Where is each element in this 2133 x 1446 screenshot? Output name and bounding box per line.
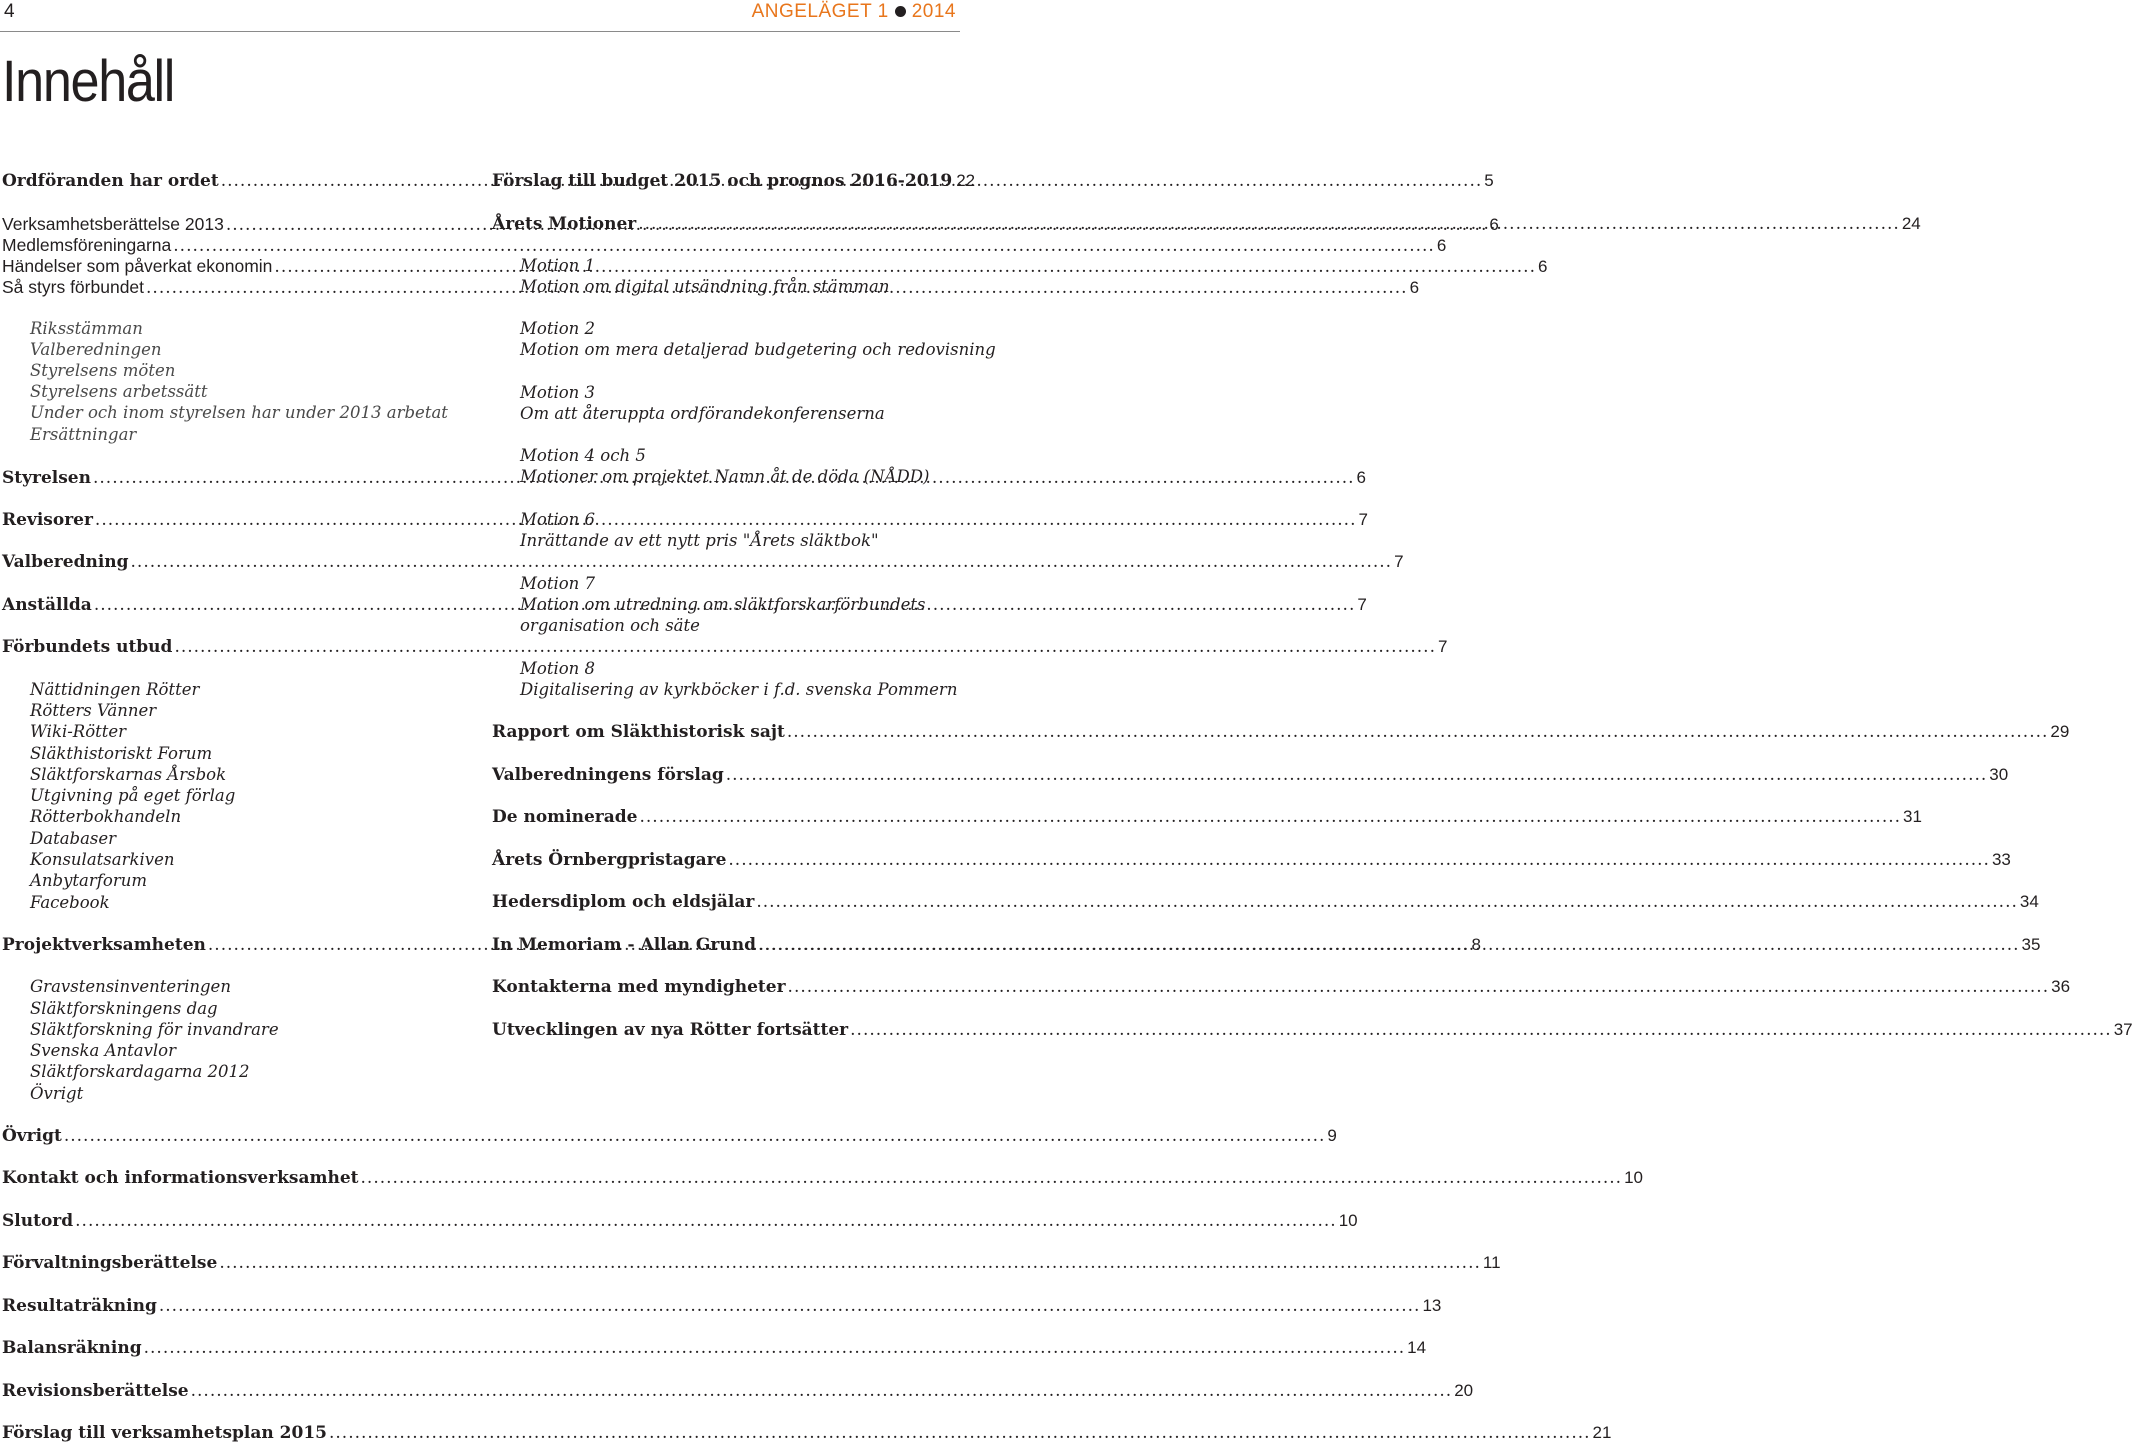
- toc-entry[interactable]: Slutord ..... 10: [2, 1210, 462, 1232]
- toc-subentry: Nättidningen Rötter: [30, 680, 200, 699]
- motion-number: Motion 1: [520, 256, 596, 275]
- toc-subentry: Utgivning på eget förlag: [30, 786, 236, 805]
- motion-title: Digitalisering av kyrkböcker i f.d. svenska Pommern: [520, 680, 958, 699]
- toc-entry[interactable]: De nominerade ..... 31: [492, 806, 952, 828]
- toc-entry[interactable]: Händelser som påverkat ekonomin ..... 6: [2, 255, 462, 278]
- toc-entry[interactable]: Ordföranden har ordet ..... 5: [2, 170, 462, 192]
- toc-entry[interactable]: Medlemsföreningarna ..... 6: [2, 234, 462, 257]
- page-header: [0, 0, 960, 30]
- toc-entry[interactable]: Årets Örnbergpristagare ..... 33: [492, 849, 952, 871]
- publication-year: 2014: [911, 1, 956, 22]
- toc-subentry: Styrelsens arbetssätt: [30, 382, 208, 401]
- header-divider: [0, 31, 960, 32]
- toc-subentry: Rötters Vänner: [30, 701, 157, 720]
- toc-entry[interactable]: Revisionsberättelse ..... 20: [2, 1380, 462, 1402]
- motion-number: Motion 8: [520, 659, 596, 678]
- toc-subentry: Svenska Antavlor: [30, 1041, 176, 1060]
- toc-subentry: Under och inom styrelsen har under 2013 arbetat: [30, 403, 448, 422]
- toc-subentry: Övrigt: [30, 1084, 84, 1103]
- motion-number: Motion 4 och 5: [520, 446, 646, 465]
- toc-entry[interactable]: Verksamhetsberättelse 2013 ..... 6: [2, 213, 462, 236]
- toc-subentry: Valberedningen: [30, 340, 162, 359]
- toc-entry[interactable]: Förvaltningsberättelse ..... 11: [2, 1252, 462, 1274]
- toc-subentry: Släktforskningens dag: [30, 999, 218, 1018]
- toc-subentry: Wiki-Rötter: [30, 722, 127, 741]
- toc-entry[interactable]: Kontakterna med myndigheter ..... 36: [492, 976, 952, 998]
- toc-subentry: Släkthistoriskt Forum: [30, 744, 213, 763]
- toc-entry[interactable]: Valberedningens förslag ..... 30: [492, 764, 952, 786]
- toc-subentry: Riksstämman: [30, 319, 143, 338]
- toc-entry[interactable]: Anställda ..... 7: [2, 594, 462, 616]
- motion-title: Om att återuppta ordförandekonferenserna: [520, 404, 885, 423]
- motion-title: Motioner om projektet Namn åt de döda (NÅDD): [520, 467, 930, 486]
- toc-entry[interactable]: Hedersdiplom och eldsjälar ..... 34: [492, 891, 952, 913]
- motion-title: Motion om mera detaljerad budgetering och redovisning: [520, 340, 996, 359]
- toc-subentry: Facebook: [30, 893, 110, 912]
- toc-subentry: Styrelsens möten: [30, 361, 176, 380]
- motion-number: Motion 6: [520, 510, 596, 529]
- toc-entry[interactable]: Övrigt ..... 9: [2, 1125, 462, 1147]
- motion-number: Motion 2: [520, 319, 596, 338]
- toc-entry[interactable]: Projektverksamheten ..... 8: [2, 934, 462, 956]
- toc-entry[interactable]: Revisorer ..... 7: [2, 509, 462, 531]
- toc-subentry: Anbytarforum: [30, 871, 147, 890]
- toc-entry[interactable]: Förslag till verksamhetsplan 2015 ..... 21: [2, 1422, 462, 1444]
- toc-entry[interactable]: Rapport om Släkthistorisk sajt ..... 29: [492, 721, 952, 743]
- bullet-icon: [895, 6, 906, 17]
- toc-entry[interactable]: Förbundets utbud ..... 7: [2, 636, 462, 658]
- publication-name: ANGELÄGET 1: [751, 1, 889, 22]
- running-title: [752, 1, 956, 23]
- motion-title: Motion om digital utsändning från stämman: [520, 277, 890, 296]
- toc-entry[interactable]: Utvecklingen av nya Rötter fortsätter ..... 37: [492, 1019, 952, 1041]
- toc-entry[interactable]: Förslag till budget 2015 och prognos 2016-2019 22: [492, 171, 976, 191]
- toc-entry[interactable]: Balansräkning ..... 14: [2, 1337, 462, 1359]
- page-number: 4: [4, 1, 15, 22]
- motion-title: Inrättande av ett nytt pris "Årets släktbok": [520, 531, 879, 550]
- toc-subentry: Rötterbokhandeln: [30, 807, 182, 826]
- toc-entry[interactable]: In Memoriam - Allan Grund ..... 35: [492, 934, 952, 956]
- toc-subentry: Databaser: [30, 829, 117, 848]
- toc-subentry: Gravstensinventeringen: [30, 977, 231, 996]
- motion-number: Motion 7: [520, 574, 596, 593]
- toc-subentry: Släktforskarnas Årsbok: [30, 765, 227, 784]
- toc-subentry: Släktforskning för invandrare: [30, 1020, 279, 1039]
- motion-title: Motion om utredning om släktforskarförbundets: [520, 595, 926, 614]
- motion-number: Motion 3: [520, 383, 596, 402]
- toc-entry[interactable]: Valberedning ..... 7: [2, 551, 462, 573]
- toc-entry[interactable]: Resultaträkning ..... 13: [2, 1295, 462, 1317]
- toc-entry[interactable]: Kontakt och informationsverksamhet ..... 10: [2, 1167, 462, 1189]
- toc-entry[interactable]: Styrelsen ..... 6: [2, 467, 462, 489]
- toc-entry[interactable]: Så styrs förbundet ..... 6: [2, 276, 462, 299]
- toc-entry[interactable]: Årets Motioner ..... 24: [492, 213, 952, 235]
- motion-title: organisation och säte: [520, 616, 700, 635]
- toc-subentry: Konsulatsarkiven: [30, 850, 175, 869]
- toc-subentry: Ersättningar: [30, 425, 137, 444]
- toc-subentry: Släktforskardagarna 2012: [30, 1062, 250, 1081]
- page-title: Innehåll: [2, 49, 175, 114]
